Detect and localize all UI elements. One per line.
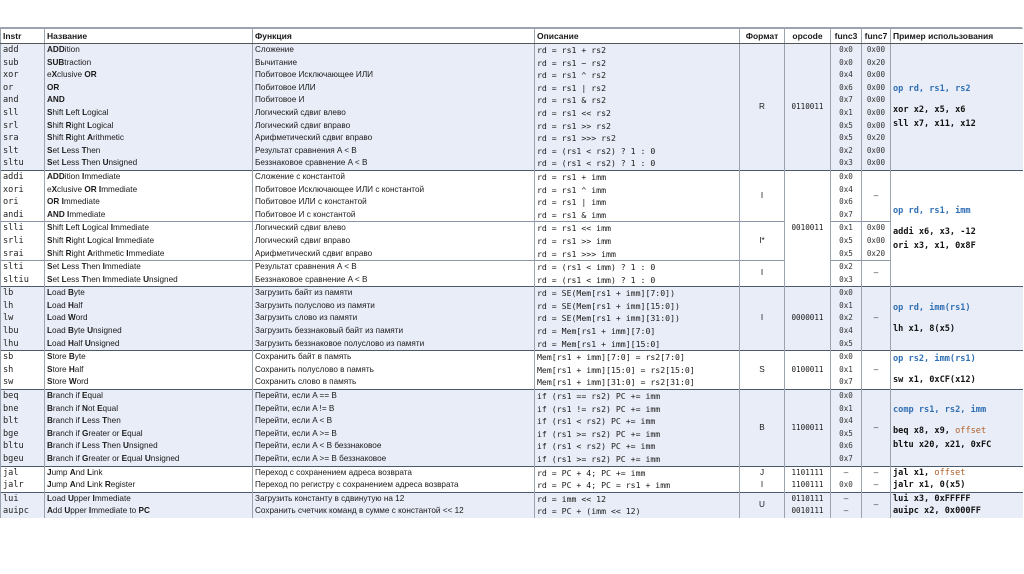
instr-cell: add xyxy=(1,44,45,57)
example-line: bltu x20, x21, 0xFC xyxy=(893,439,992,450)
description-cell: rd = PC + 4; PC += imm xyxy=(535,466,740,479)
instr-cell: srai xyxy=(1,248,45,261)
function-cell: Сохранить счетчик команд в сумме с константой << 12 xyxy=(253,505,535,518)
description-cell: rd = SE(Mem[rs1 + imm][7:0]) xyxy=(535,287,740,300)
func3-cell: 0x1 xyxy=(831,222,862,235)
example-line: ori x3, x1, 0x8F xyxy=(893,240,976,251)
header-func3: func3 xyxy=(831,29,862,44)
name-cell: Shift Right Logical xyxy=(45,120,253,133)
name-cell: Branch if Not Equal xyxy=(45,403,253,416)
function-cell: Арифметический сдвиг вправо xyxy=(253,132,535,145)
opcode-cell: 1101111 xyxy=(785,466,831,479)
function-cell: Побитовое ИЛИ с константой xyxy=(253,196,535,209)
table-row xyxy=(1,157,1023,170)
example-line: xor x2, x5, x6 xyxy=(893,104,966,115)
table-row xyxy=(1,351,1023,364)
func3-cell: 0x2 xyxy=(831,312,862,325)
name-cell: Branch if Equal xyxy=(45,390,253,403)
instr-cell: sltu xyxy=(1,157,45,170)
func3-cell: 0x0 xyxy=(831,57,862,70)
instr-cell: bge xyxy=(1,428,45,441)
func7-cell: 0x00 xyxy=(862,94,891,107)
example-cell xyxy=(891,351,1023,390)
format-cell: I xyxy=(740,479,785,492)
func3-cell: 0x0 xyxy=(831,44,862,57)
func3-cell: 0x2 xyxy=(831,145,862,158)
function-cell: Перейти, если A >= B xyxy=(253,428,535,441)
name-cell: Set Less Then Immediate xyxy=(45,261,253,274)
function-cell: Побитовое И с константой xyxy=(253,209,535,222)
func7-cell: 0x00 xyxy=(862,222,891,235)
func7-cell: – xyxy=(862,466,891,479)
format-cell: J xyxy=(740,466,785,479)
description-cell: rd = rs1 << imm xyxy=(535,222,740,235)
func7-cell: 0x00 xyxy=(862,235,891,248)
table-row xyxy=(1,82,1023,95)
description-cell: if (rs1 != rs2) PC += imm xyxy=(535,403,740,416)
name-cell: ADDition Immediate xyxy=(45,170,253,183)
description-cell: if (rs1 >= rs2) PC += imm xyxy=(535,453,740,466)
name-cell: Add Upper Immediate to PC xyxy=(45,505,253,518)
instr-cell: lui xyxy=(1,492,45,505)
instr-cell: slli xyxy=(1,222,45,235)
instruction-table xyxy=(0,28,1023,518)
opcode-cell: 0010011 xyxy=(785,170,831,286)
description-cell: if (rs1 < rs2) PC += imm xyxy=(535,440,740,453)
riscv-instruction-table xyxy=(0,28,1022,546)
name-cell: Load Upper Immediate xyxy=(45,492,253,505)
name-cell: Load Byte Unsigned xyxy=(45,325,253,338)
instr-cell: sb xyxy=(1,351,45,364)
header-example: Пример использования xyxy=(891,29,1023,44)
description-cell: rd = rs1 − rs2 xyxy=(535,57,740,70)
table-row xyxy=(1,479,1023,492)
table-body xyxy=(1,44,1023,518)
description-cell: rd = rs1 + imm xyxy=(535,170,740,183)
func7-cell: 0x20 xyxy=(862,248,891,261)
function-cell: Перейти, если A >= B беззнаковое xyxy=(253,453,535,466)
header-instr: Instr xyxy=(1,29,45,44)
func7-cell: 0x00 xyxy=(862,82,891,95)
func3-cell: 0x7 xyxy=(831,209,862,222)
description-cell: Mem[rs1 + imm][31:0] = rs2[31:0] xyxy=(535,376,740,389)
format-cell: I* xyxy=(740,222,785,261)
name-cell: Jump And Link xyxy=(45,466,253,479)
func3-cell: 0x3 xyxy=(831,157,862,170)
format-cell: U xyxy=(740,492,785,518)
function-cell: Загрузить полуслово из памяти xyxy=(253,300,535,313)
example-cell: jal x1, offset xyxy=(891,466,1023,479)
name-cell: SUBtraction xyxy=(45,57,253,70)
opcode-cell: 1100111 xyxy=(785,479,831,492)
instr-cell: lbu xyxy=(1,325,45,338)
table-row xyxy=(1,235,1023,248)
name-cell: eXclusive OR xyxy=(45,69,253,82)
function-cell: Перейти, если A < B xyxy=(253,415,535,428)
function-cell: Загрузить слово из памяти xyxy=(253,312,535,325)
format-cell: B xyxy=(740,390,785,467)
example-line: sw x1, 0xCF(x12) xyxy=(893,375,976,386)
instr-cell: sw xyxy=(1,376,45,389)
name-cell: Shift Right Logical Immediate xyxy=(45,235,253,248)
instr-cell: slt xyxy=(1,145,45,158)
format-cell: I xyxy=(740,170,785,221)
description-cell: rd = rs1 | imm xyxy=(535,196,740,209)
function-cell: Сохранить полуслово в память xyxy=(253,364,535,377)
func3-cell: – xyxy=(831,492,862,505)
instr-cell: jal xyxy=(1,466,45,479)
instr-cell: blt xyxy=(1,415,45,428)
instr-cell: jalr xyxy=(1,479,45,492)
format-cell: S xyxy=(740,351,785,390)
header-row xyxy=(1,29,1023,44)
function-cell: Сохранить байт в память xyxy=(253,351,535,364)
func3-cell: – xyxy=(831,466,862,479)
func3-cell: 0x4 xyxy=(831,184,862,197)
func3-cell: 0x1 xyxy=(831,300,862,313)
description-cell: Mem[rs1 + imm][15:0] = rs2[15:0] xyxy=(535,364,740,377)
header-func7: func7 xyxy=(862,29,891,44)
function-cell: Перейти, если A < B беззнаковое xyxy=(253,440,535,453)
name-cell: Branch if Greater or Equal Unsigned xyxy=(45,453,253,466)
func3-cell: 0x0 xyxy=(831,479,862,492)
name-cell: Load Half Unsigned xyxy=(45,338,253,351)
func3-cell: 0x6 xyxy=(831,196,862,209)
func3-cell: 0x3 xyxy=(831,274,862,287)
name-cell: Shift Right Arithmetic xyxy=(45,132,253,145)
example-syntax: op rd, rs1, imm xyxy=(893,205,971,216)
header-description: Описание xyxy=(535,29,740,44)
name-cell: Shift Left Logical Immediate xyxy=(45,222,253,235)
opcode-cell: 1100011 xyxy=(785,390,831,467)
function-cell: Логический сдвиг влево xyxy=(253,222,535,235)
name-cell: Load Word xyxy=(45,312,253,325)
table-row xyxy=(1,222,1023,235)
name-cell: OR xyxy=(45,82,253,95)
func7-cell: 0x00 xyxy=(862,44,891,57)
name-cell: Branch if Less Then Unsigned xyxy=(45,440,253,453)
instr-cell: or xyxy=(1,82,45,95)
function-cell: Логический сдвиг влево xyxy=(253,107,535,120)
instr-cell: sub xyxy=(1,57,45,70)
func7-cell: 0x00 xyxy=(862,69,891,82)
table-row xyxy=(1,69,1023,82)
func3-cell: 0x6 xyxy=(831,82,862,95)
function-cell: Беззнаковое сравнение A < B xyxy=(253,274,535,287)
function-cell: Перейти, если A != B xyxy=(253,403,535,416)
func3-cell: 0x0 xyxy=(831,390,862,403)
opcode-cell: 0010111 xyxy=(785,505,831,518)
function-cell: Сложение xyxy=(253,44,535,57)
instr-cell: andi xyxy=(1,209,45,222)
func3-cell: 0x4 xyxy=(831,415,862,428)
func7-cell: 0x20 xyxy=(862,57,891,70)
instr-cell: sll xyxy=(1,107,45,120)
func3-cell: 0x1 xyxy=(831,107,862,120)
example-cell xyxy=(891,287,1023,351)
func3-cell: 0x7 xyxy=(831,94,862,107)
header-format: Формат xyxy=(740,29,785,44)
instr-cell: auipc xyxy=(1,505,45,518)
table-row xyxy=(1,248,1023,261)
description-cell: rd = rs1 & rs2 xyxy=(535,94,740,107)
description-cell: rd = rs1 & imm xyxy=(535,209,740,222)
name-cell: Jump And Link Register xyxy=(45,479,253,492)
name-cell: AND xyxy=(45,94,253,107)
example-cell xyxy=(891,44,1023,171)
func3-cell: 0x4 xyxy=(831,325,862,338)
function-cell: Побитовое Исключающее ИЛИ с константой xyxy=(253,184,535,197)
table-row xyxy=(1,170,1023,183)
instr-cell: lhu xyxy=(1,338,45,351)
func7-cell: – xyxy=(862,287,891,351)
func3-cell: 0x2 xyxy=(831,261,862,274)
func3-cell: 0x5 xyxy=(831,235,862,248)
function-cell: Переход по регистру с сохранением адреса возврата xyxy=(253,479,535,492)
func3-cell: – xyxy=(831,505,862,518)
description-cell: rd = (rs1 < rs2) ? 1 : 0 xyxy=(535,145,740,158)
func3-cell: 0x1 xyxy=(831,364,862,377)
table-row xyxy=(1,107,1023,120)
description-cell: rd = imm << 12 xyxy=(535,492,740,505)
func3-cell: 0x0 xyxy=(831,170,862,183)
func3-cell: 0x7 xyxy=(831,453,862,466)
function-cell: Логический сдвиг вправо xyxy=(253,120,535,133)
func7-cell: 0x00 xyxy=(862,107,891,120)
instr-cell: bgeu xyxy=(1,453,45,466)
example-line: beq x8, x9, offset xyxy=(893,425,987,436)
name-cell: Set Less Then Immediate Unsigned xyxy=(45,274,253,287)
name-cell: Load Byte xyxy=(45,287,253,300)
instr-cell: sh xyxy=(1,364,45,377)
instr-cell: lh xyxy=(1,300,45,313)
instr-cell: srli xyxy=(1,235,45,248)
func7-cell: – xyxy=(862,170,891,221)
func7-cell: – xyxy=(862,351,891,390)
description-cell: rd = rs1 >>> imm xyxy=(535,248,740,261)
opcode-cell: 0110011 xyxy=(785,44,831,171)
func7-cell: – xyxy=(862,492,891,518)
function-cell: Результат сравнения A < B xyxy=(253,261,535,274)
instr-cell: lw xyxy=(1,312,45,325)
description-cell: if (rs1 < rs2) PC += imm xyxy=(535,415,740,428)
name-cell: Set Less Then Unsigned xyxy=(45,157,253,170)
description-cell: rd = SE(Mem[rs1 + imm][15:0]) xyxy=(535,300,740,313)
instr-cell: ori xyxy=(1,196,45,209)
format-cell: I xyxy=(740,261,785,287)
function-cell: Переход с сохранением адреса возврата xyxy=(253,466,535,479)
name-cell: Branch if Less Then xyxy=(45,415,253,428)
description-cell: rd = rs1 >>> rs2 xyxy=(535,132,740,145)
func7-cell: – xyxy=(862,261,891,287)
func7-cell: 0x00 xyxy=(862,120,891,133)
table-row xyxy=(1,94,1023,107)
func3-cell: 0x4 xyxy=(831,69,862,82)
table-row xyxy=(1,145,1023,158)
name-cell: eXclusive OR Immediate xyxy=(45,184,253,197)
function-cell: Сохранить слово в память xyxy=(253,376,535,389)
function-cell: Логический сдвиг вправо xyxy=(253,235,535,248)
table-row xyxy=(1,120,1023,133)
header-name: Название xyxy=(45,29,253,44)
name-cell: Shift Left Logical xyxy=(45,107,253,120)
function-cell: Перейти, если A == B xyxy=(253,390,535,403)
description-cell: rd = rs1 ^ imm xyxy=(535,184,740,197)
instr-cell: xor xyxy=(1,69,45,82)
example-cell: lui x3, 0xFFFFF xyxy=(891,492,1023,505)
function-cell: Вычитание xyxy=(253,57,535,70)
instr-cell: sltiu xyxy=(1,274,45,287)
format-cell: R xyxy=(740,44,785,171)
description-cell: if (rs1 >= rs2) PC += imm xyxy=(535,428,740,441)
description-cell: rd = rs1 + rs2 xyxy=(535,44,740,57)
name-cell: AND Immediate xyxy=(45,209,253,222)
table-row xyxy=(1,261,1023,274)
example-line: lh x1, 8(x5) xyxy=(893,323,956,334)
function-cell: Загрузить беззнаковое полуслово из памяти xyxy=(253,338,535,351)
function-cell: Загрузить беззнаковый байт из памяти xyxy=(253,325,535,338)
function-cell: Побитовое И xyxy=(253,94,535,107)
example-cell: jalr x1, 0(x5) xyxy=(891,479,1023,492)
func3-cell: 0x7 xyxy=(831,376,862,389)
instr-cell: slti xyxy=(1,261,45,274)
func7-cell: 0x20 xyxy=(862,132,891,145)
example-syntax: comp rs1, rs2, imm xyxy=(893,404,987,415)
description-cell: rd = rs1 ^ rs2 xyxy=(535,69,740,82)
func7-cell: – xyxy=(862,390,891,467)
name-cell: Branch if Greater or Equal xyxy=(45,428,253,441)
description-cell: rd = SE(Mem[rs1 + imm][31:0]) xyxy=(535,312,740,325)
name-cell: Set Less Then xyxy=(45,145,253,158)
instr-cell: and xyxy=(1,94,45,107)
name-cell: Shift Right Arithmetic Immediate xyxy=(45,248,253,261)
instr-cell: addi xyxy=(1,170,45,183)
description-cell: rd = (rs1 < imm) ? 1 : 0 xyxy=(535,274,740,287)
func3-cell: 0x5 xyxy=(831,428,862,441)
header-function: Функция xyxy=(253,29,535,44)
opcode-cell: 0110111 xyxy=(785,492,831,505)
instr-cell: srl xyxy=(1,120,45,133)
function-cell: Побитовое Исключающее ИЛИ xyxy=(253,69,535,82)
func3-cell: 0x5 xyxy=(831,248,862,261)
function-cell: Результат сравнения A < B xyxy=(253,145,535,158)
instr-cell: xori xyxy=(1,184,45,197)
example-line: sll x7, x11, x12 xyxy=(893,118,976,129)
example-syntax: op rs2, imm(rs1) xyxy=(893,354,976,365)
example-syntax: op rd, rs1, rs2 xyxy=(893,83,971,94)
function-cell: Беззнаковое сравнение A < B xyxy=(253,157,535,170)
description-cell: rd = (rs1 < imm) ? 1 : 0 xyxy=(535,261,740,274)
instr-cell: bltu xyxy=(1,440,45,453)
func3-cell: 0x5 xyxy=(831,132,862,145)
table-row xyxy=(1,390,1023,403)
format-cell: I xyxy=(740,287,785,351)
func3-cell: 0x5 xyxy=(831,120,862,133)
description-cell: if (rs1 == rs2) PC += imm xyxy=(535,390,740,403)
instr-cell: beq xyxy=(1,390,45,403)
func3-cell: 0x6 xyxy=(831,440,862,453)
func3-cell: 0x1 xyxy=(831,403,862,416)
function-cell: Загрузить байт из памяти xyxy=(253,287,535,300)
table-row xyxy=(1,492,1023,505)
func3-cell: 0x0 xyxy=(831,351,862,364)
table-row xyxy=(1,132,1023,145)
description-cell: rd = (rs1 < rs2) ? 1 : 0 xyxy=(535,157,740,170)
example-cell xyxy=(891,390,1023,467)
table-row xyxy=(1,57,1023,70)
instr-cell: lb xyxy=(1,287,45,300)
description-cell: rd = rs1 << rs2 xyxy=(535,107,740,120)
example-syntax: op rd, imm(rs1) xyxy=(893,302,971,313)
table-row xyxy=(1,44,1023,57)
function-cell: Побитовое ИЛИ xyxy=(253,82,535,95)
description-cell: rd = Mem[rs1 + imm][15:0] xyxy=(535,338,740,351)
name-cell: OR Immediate xyxy=(45,196,253,209)
description-cell: rd = PC + 4; PC = rs1 + imm xyxy=(535,479,740,492)
name-cell: Load Half xyxy=(45,300,253,313)
name-cell: ADDition xyxy=(45,44,253,57)
description-cell: rd = PC + (imm << 12) xyxy=(535,505,740,518)
func7-cell: 0x00 xyxy=(862,145,891,158)
name-cell: Store Word xyxy=(45,376,253,389)
func3-cell: 0x5 xyxy=(831,338,862,351)
opcode-cell: 0000011 xyxy=(785,287,831,351)
function-cell: Арифметический сдвиг вправо xyxy=(253,248,535,261)
function-cell: Сложение с константой xyxy=(253,170,535,183)
instr-cell: sra xyxy=(1,132,45,145)
table-row xyxy=(1,466,1023,479)
table-row xyxy=(1,287,1023,300)
function-cell: Загрузить константу в сдвинутую на 12 xyxy=(253,492,535,505)
func3-cell: 0x0 xyxy=(831,287,862,300)
example-cell: auipc x2, 0x000FF xyxy=(891,505,1023,518)
func7-cell: – xyxy=(862,479,891,492)
name-cell: Store Byte xyxy=(45,351,253,364)
name-cell: Store Half xyxy=(45,364,253,377)
opcode-cell: 0100011 xyxy=(785,351,831,390)
description-cell: Mem[rs1 + imm][7:0] = rs2[7:0] xyxy=(535,351,740,364)
description-cell: rd = rs1 | rs2 xyxy=(535,82,740,95)
example-line: addi x6, x3, -12 xyxy=(893,226,976,237)
func7-cell: 0x00 xyxy=(862,157,891,170)
instr-cell: bne xyxy=(1,403,45,416)
description-cell: rd = rs1 >> rs2 xyxy=(535,120,740,133)
header-opcode: opcode xyxy=(785,29,831,44)
example-cell xyxy=(891,170,1023,286)
description-cell: rd = rs1 >> imm xyxy=(535,235,740,248)
description-cell: rd = Mem[rs1 + imm][7:0] xyxy=(535,325,740,338)
